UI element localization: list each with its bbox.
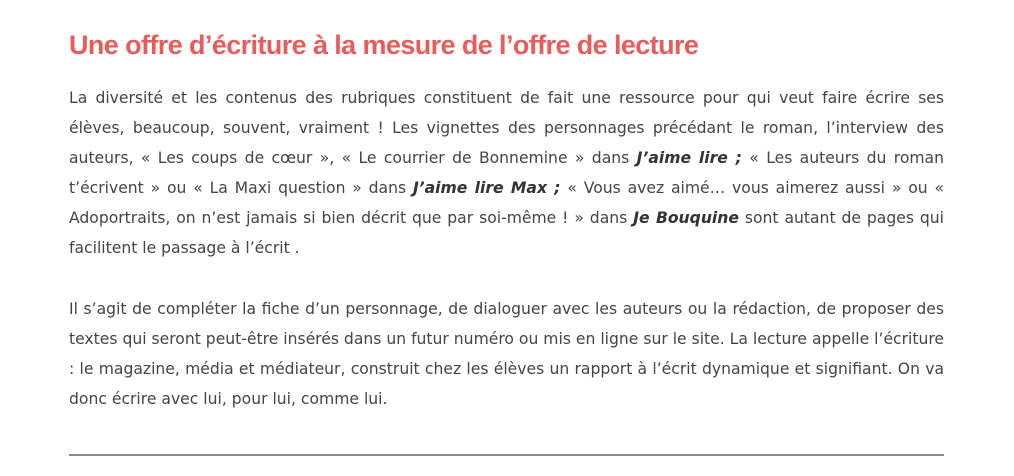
paragraph-text: « Les auteurs du roman t’écrivent » ou « La Maxi question » dans	[69, 149, 944, 197]
paragraph-text: La diversité et les contenus des rubriques constituent de fait une ressource pour qui veut faire écrire ses élèves, beaucoup, souvent, vraiment ! Les vignettes des personnages précédant le roman, l’interview des auteurs, « Les coups de cœur », « Le courrier de Bonnemine » dans	[69, 89, 944, 167]
paragraph-intro	[69, 83, 944, 263]
paragraph-writing: Il s’agit de compléter la fiche d’un personnage, de dialoguer avec les auteurs ou la rédaction, de proposer des textes qui seront peut-être insérés dans un futur numéro ou mis en ligne sur le site. La lecture appelle l’écriture : le magazine, média et médiateur, construit chez les élèves un rapport à l’écrit dynamique et signifiant. On va donc écrire avec lui, pour lui, comme lui.	[69, 300, 945, 408]
article-section	[69, 26, 944, 414]
section-heading: Une offre d’écriture à la mesure de l’offre de lecture	[69, 30, 699, 60]
magazine-title-jaime-lire: J’aime lire ;	[636, 149, 742, 167]
magazine-title-je-bouquine: Je Bouquine	[633, 209, 739, 227]
magazine-title-jaime-lire-max: J’aime lire Max ;	[412, 179, 561, 197]
section-divider	[69, 454, 944, 456]
paragraph-text: « Vous avez aimé… vous aimerez aussi » ou « Adoportraits, on n’est jamais si bien décrit que par soi-même ! » dans	[69, 179, 945, 227]
paragraph-text: sont autant de pages qui facilitent le passage à l’écrit .	[69, 209, 944, 257]
